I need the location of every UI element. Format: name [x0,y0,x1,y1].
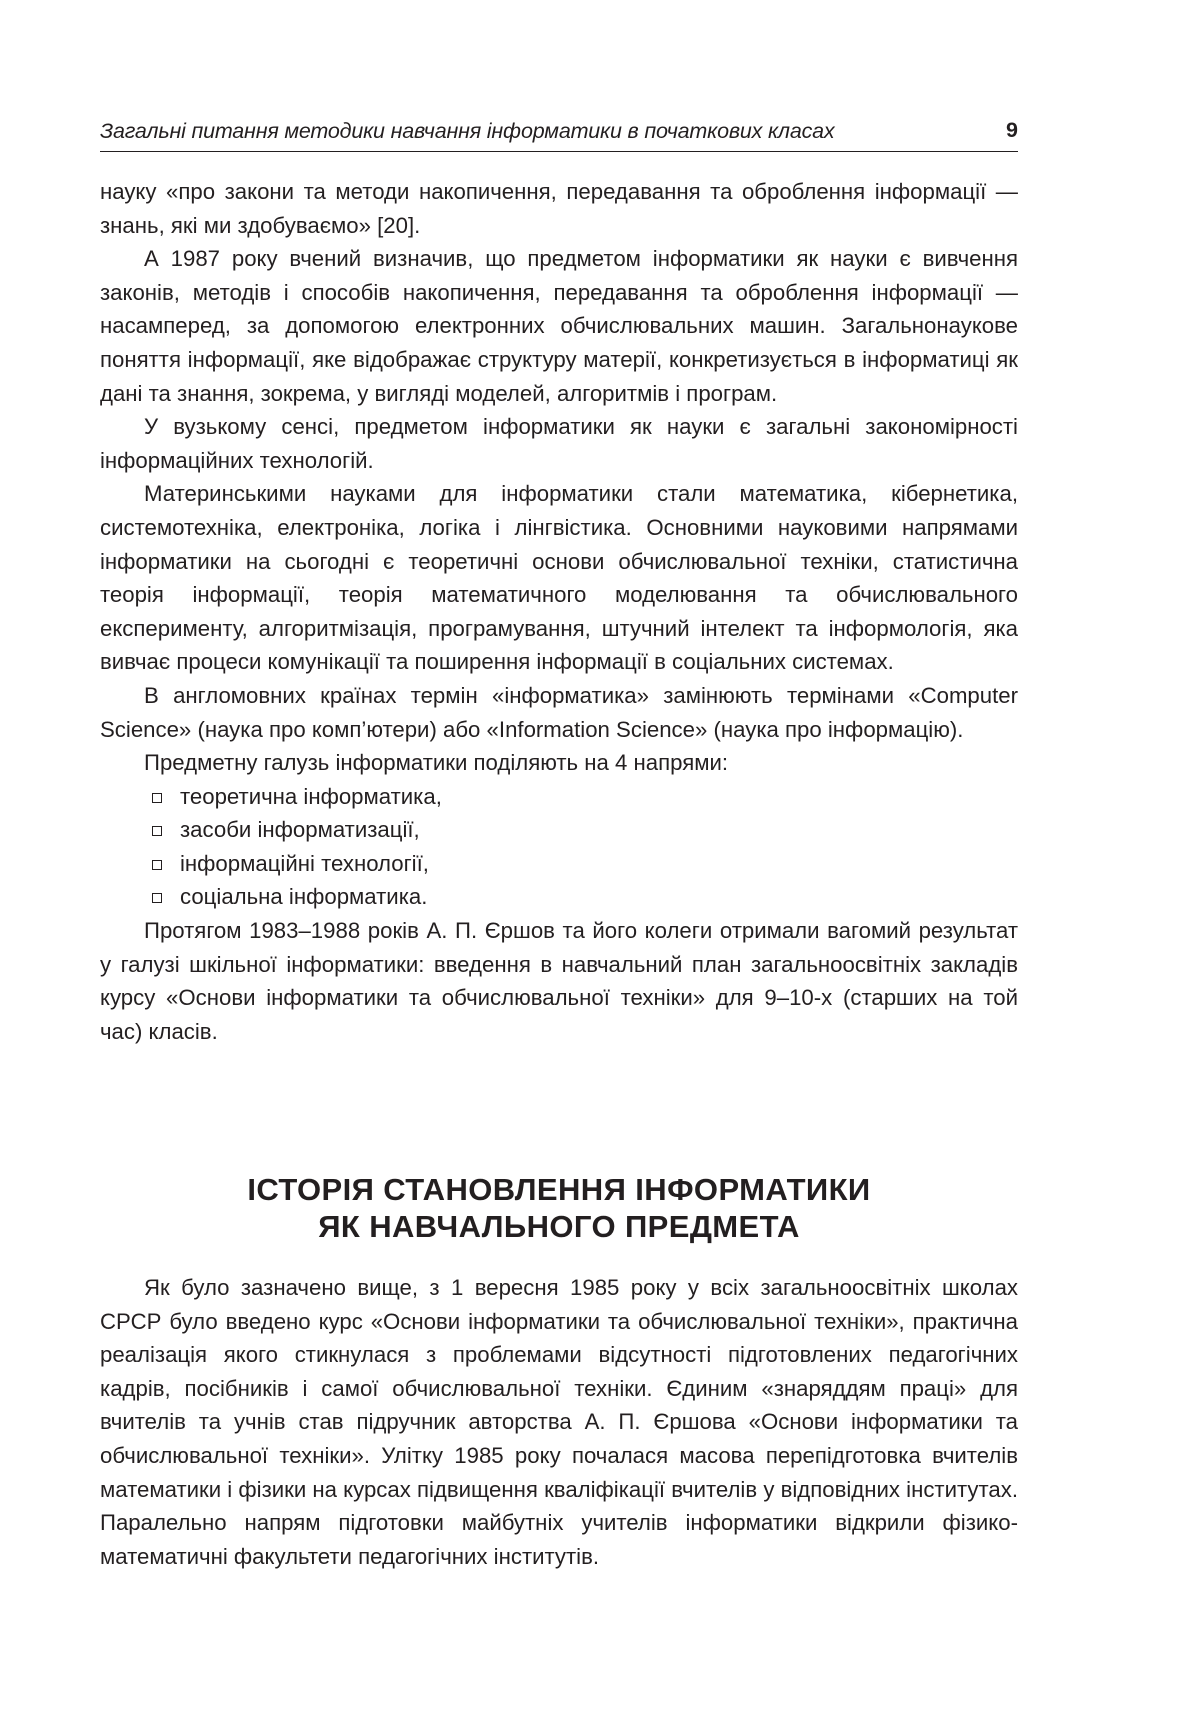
list-item [100,880,1018,914]
square-bullet-icon [152,893,162,903]
paragraph: Материнськими науками для інформатики стали математика, кібернетика, системотехніка, електроніка, логіка і лінгвістика. Основними науковими напрямами інформатики на сьогодні є теоретичні основи обчислювальної техніки, статистична теорія інформації, теорія математичного моделювання та обчислювального експерименту, алгоритмізація, програмування, штучний інтелект та інформологія, яка вивчає процеси комунікації та поширення інформації в соціальних системах. [100,481,1018,675]
paragraph: А 1987 року вчений визначив, що предметом інформатики як науки є вивчення законів, методів і способів накопичення, передавання та оброблення інформації — насамперед, за допомогою електронних обчислювальних машин. Загальнонаукове поняття інформації, яке відображає структуру матерії, конкретизується в інформатиці як дані та знання, зокрема, у вигляді моделей, алгоритмів і програм. [100,246,1018,406]
square-bullet-icon [152,826,162,836]
paragraph: В англомовних країнах термін «інформатика» замінюють термінами «Computer Science» (наука про комп’ютери) або «Information Science» (наука про інформацію). [100,682,1018,742]
paragraph: Як було зазначено вище, з 1 вересня 1985 року у всіх загальноосвітніх школах СРСР було введено курс «Основи інформатики та обчислювальної техніки», практична реалізація якого стикнулася з проблемами відсутності підготовлених педагогічних кадрів, посібників і самої обчислювальної техніки. Єдиним «знаряддям праці» для вчителів та учнів став підручник авторства А. П. Єршова «Основи інформатики та обчислювальної техніки». Улітку 1985 року почалася масова перепідготовка вчителів математики і фізики на курсах підвищення кваліфікації вчителів у відповідних інститутах. Паралельно напрям підготовки майбутніх учителів інформатики відкрили фізико-математичні факультети педагогічних інститутів. [100,1275,1019,1569]
section-1-body [100,175,1018,1048]
section-2-body [100,1271,1018,1573]
list-item [100,813,1018,847]
page-number: 9 [1006,118,1018,142]
section-heading [100,1172,1018,1245]
paragraph: У вузькому сенсі, предметом інформатики як науки є загальні закономірності інформаційних технологій. [100,414,1018,473]
list-item [100,780,1018,814]
list-item [100,847,1018,881]
section-heading-line-2: ЯК НАВЧАЛЬНОГО ПРЕДМЕТА [318,1208,800,1244]
list-item-text: інформаційні технології, [180,850,429,876]
list-item-text: теоретична інформатика, [180,783,442,809]
paragraph: Протягом 1983–1988 років А. П. Єршов та його колеги отримали вагомий результат у галузі шкільної інформатики: введення в навчальний план загальноосвітніх закладів курсу «Основи інформатики та обчислювальної техніки» для 9–10-х (старших на той час) класів. [100,918,1018,1044]
list-item-text: соціальна інформатика. [180,884,428,910]
square-bullet-icon [152,860,162,870]
paragraph-continuation: науку «про закони та методи накопичення, передавання та оброблення інформації — знань, які ми здобуваємо» [20]. [100,179,1018,238]
directions-list [100,780,1018,914]
square-bullet-icon [152,793,162,803]
paragraph-list-intro: Предметну галузь інформатики поділяють на 4 напрями: [144,750,729,776]
section-heading-line-1: ІСТОРІЯ СТАНОВЛЕННЯ ІНФОРМАТИКИ [247,1172,871,1207]
list-item-text: засоби інформатизації, [180,817,420,843]
running-title: Загальні питання методики навчання інформатики в початкових класах [100,119,835,143]
running-header [100,117,1018,152]
